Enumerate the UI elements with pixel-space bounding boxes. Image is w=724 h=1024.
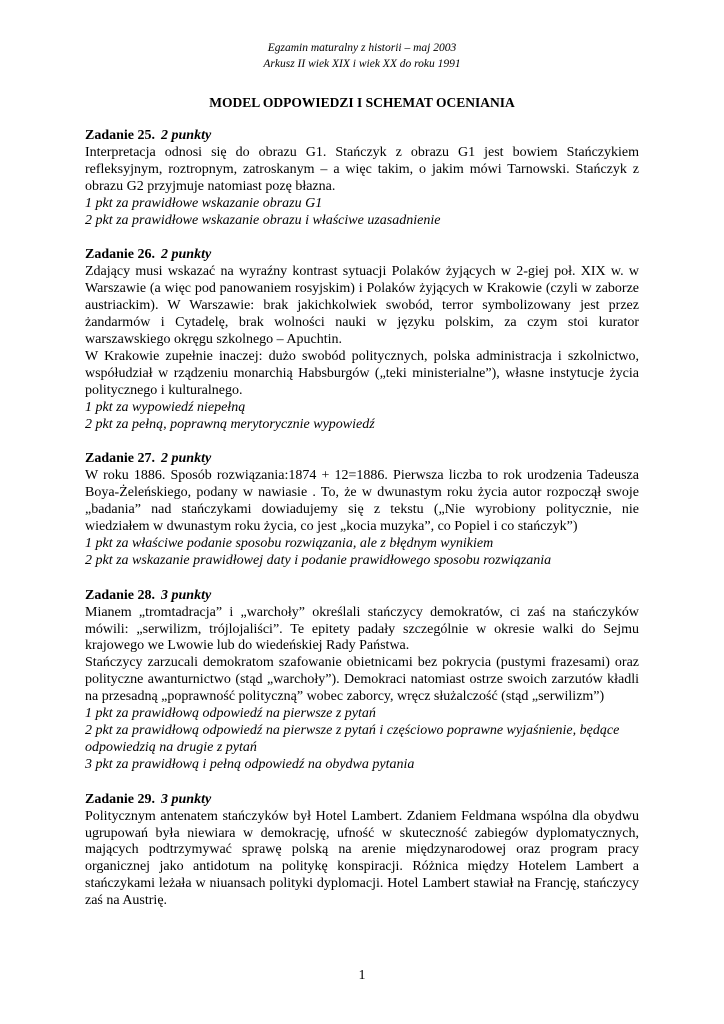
task-name: Zadanie 25.	[85, 128, 156, 143]
scoring-criterion: 1 pkt za prawidłowe wskazanie obrazu G1	[85, 195, 323, 211]
scoring-criterion: 1 pkt za właściwe podanie sposobu rozwiązania, ale z błędnym wynikiem	[85, 535, 494, 551]
document-page	[85, 40, 639, 910]
task-points: 3 punkty	[161, 587, 212, 603]
scoring-criterion: 2 pkt za wskazanie prawidłowej daty i podanie prawidłowego sposobu rozwiązania	[85, 552, 552, 568]
task-title	[85, 451, 639, 468]
answer-paragraph: Zdający musi wskazać na wyraźny kontrast sytuacji Polaków żyjących w 2-giej poł. XIX w. w Warszawie (a więc pod panowaniem rosyjskim) i Polaków żyjących w Krakowie (czyli w zaborze austriackim). W Warszawie: brak jakichkolwiek swobód, terror symbolizowany jest przez żandarmów i Cytadelę, brak wolności nauki w języku polskim, za czym stoi kurator warszawskiego okręgu szkolnego – Apuchtin.	[85, 264, 639, 347]
task-name: Zadanie 27.	[85, 451, 156, 467]
answer-paragraph: W roku 1886. Sposób rozwiązania:1874 + 12=1886. Pierwsza liczba to rok urodzenia Tadeusza Boya-Żeleńskiego, podany w nawiasie . To, że w dwunastym roku życia autor rozpoczął swoje „badania” nad stańczykami dowiadujemy się z tekstu („Nie wyrobiony politycznie, nie wiedziałem w dwunastym roku życia, co jest „kocia muzyka”, co Popiel i co stańczyk”)	[85, 468, 639, 535]
task-title	[85, 588, 639, 605]
scoring-criterion: 2 pkt za pełną, poprawną merytorycznie wypowiedź	[85, 416, 375, 432]
task-points: 2 punkty	[161, 128, 212, 143]
task-name: Zadanie 29.	[85, 791, 156, 807]
answer-paragraph: W Krakowie zupełnie inaczej: dużo swobód politycznych, polska administracja i szkolnictwo, współudział w rządzeniu monarchią Habsburgów („teki ministerialne”), własne instytucje życia politycznego i kulturalnego.	[85, 348, 639, 398]
task-title	[85, 128, 639, 145]
task-points: 2 punkty	[161, 451, 212, 467]
task-section	[85, 588, 639, 774]
answer-paragraph: Mianem „tromtadracja” i „warchoły” określali stańczycy demokratów, ci zaś na stańczyków mówili: „serwilizm, trójlojaliści”. Te epitety padały szczególnie w okresie walki do Sejmu krajowego we Lwowie lub do wiedeńskiej Rady Państwa.	[85, 604, 639, 654]
task-section	[85, 451, 639, 569]
task-section	[85, 247, 639, 433]
scoring-criterion: 1 pkt za prawidłową odpowiedź na pierwsze z pytań	[85, 706, 376, 722]
scoring-criterion: 2 pkt za prawidłowe wskazanie obrazu i właściwe uzasadnienie	[85, 212, 441, 228]
answer-paragraph: Politycznym antenatem stańczyków był Hotel Lambert. Zdaniem Feldmana wspólna dla obydwu ugrupowań była niewiara w demokrację, ufność w skuteczność zabiegów dyplomatycznych, mających podtrzymywać sprawę polską na arenie międzynarodowej oraz program pracy organicznej jako antidotum na politykę konspiracji. Różnica między Hotelem Lambert a stańczykami leżała w niuansach polityki dyplomacji. Hotel Lambert stawiał na Francję, stańczycy zaś na Austrię.	[85, 808, 639, 909]
task-points: 2 punkty	[161, 247, 212, 263]
header-line-2: Arkusz II wiek XIX i wiek XX do roku 1991	[263, 58, 461, 70]
task-section	[85, 128, 639, 229]
header-line-1: Egzamin maturalny z historii – maj 2003	[267, 42, 457, 54]
task-points: 3 punkty	[161, 791, 212, 807]
exam-header	[85, 40, 639, 72]
page-title: MODEL ODPOWIEDZI I SCHEMAT OCENIANIA	[209, 95, 515, 110]
task-name: Zadanie 28.	[85, 587, 156, 603]
scoring-criterion: 1 pkt za wypowiedź niepełną	[85, 399, 246, 415]
task-section	[85, 792, 639, 910]
task-name: Zadanie 26.	[85, 247, 156, 263]
task-title	[85, 247, 639, 264]
scoring-criterion: 2 pkt za prawidłową odpowiedź na pierwsze z pytań i częściowo poprawne wyjaśnienie, będące odpowiedzią na drugie z pytań	[85, 723, 620, 755]
answer-paragraph: Stańczycy zarzucali demokratom szafowanie obietnicami bez pokrycia (pustymi frazesami) oraz polityczne awanturnictwo (stąd „warchoły”). Demokraci natomiast ostrze swoich zarzutów kładli na przesadną „poprawność polityczną” wobec zaborcy, wręcz służalczość (stąd „serwilizm”)	[85, 655, 639, 705]
answer-paragraph: Interpretacja odnosi się do obrazu G1. Stańczyk z obrazu G1 jest bowiem Stańczykiem refleksyjnym, roztropnym, zatroskanym – a więc takim, o jakim mówi Tarnowski. Stańczyk z obrazu G2 przyjmuje natomiast pozę błazna.	[85, 144, 639, 194]
page-number: 1	[358, 968, 366, 983]
task-title	[85, 792, 639, 809]
tasks-list	[85, 128, 639, 910]
scoring-criterion: 3 pkt za prawidłową i pełną odpowiedź na obydwa pytania	[85, 756, 415, 772]
